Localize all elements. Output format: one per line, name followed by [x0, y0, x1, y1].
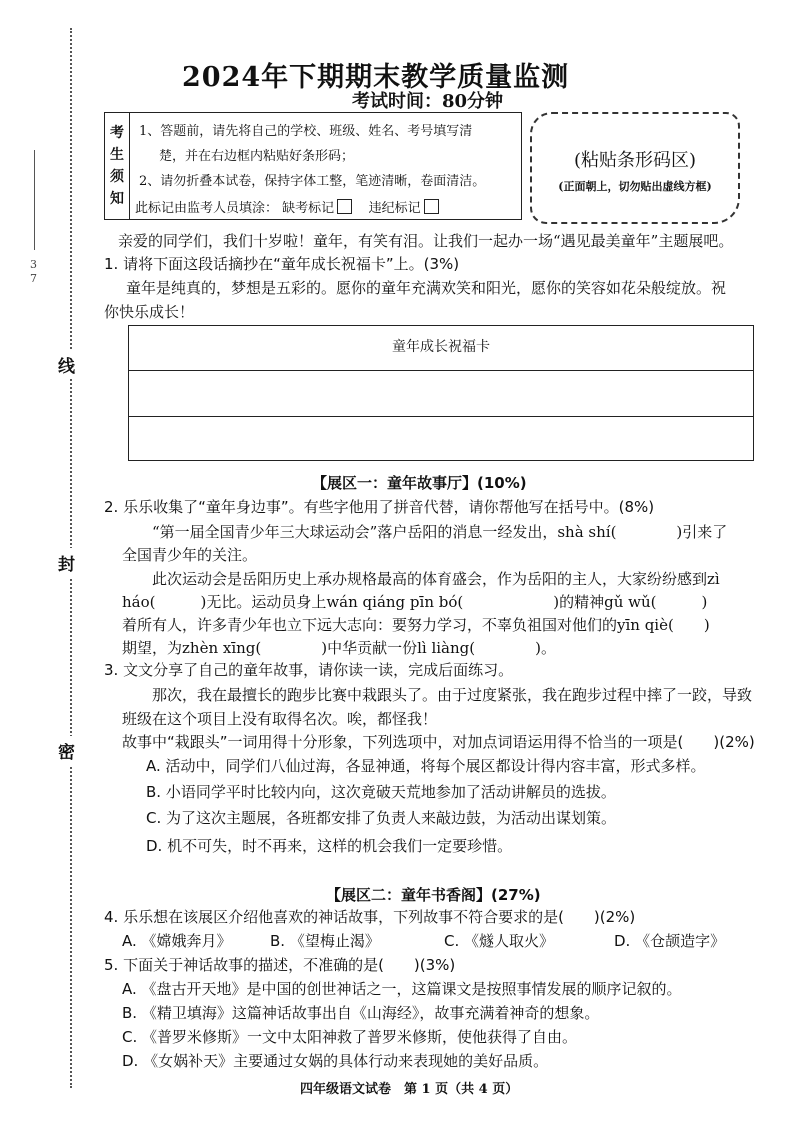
notice-heading-char: 须: [110, 169, 124, 185]
q3-option-a: A. 活动中，同学们八仙过海，各显神通，将每个展区都设计得内容丰富，形式多样。: [146, 757, 706, 775]
absent-checkbox[interactable]: [337, 199, 352, 214]
q5-option-d: D. 《女娲补天》主要通过女娲的具体行动来表现她的美好品质。: [122, 1052, 549, 1070]
mark-label: 此标记由监考人员填涂：: [135, 201, 279, 216]
margin-tick: 7: [30, 272, 37, 285]
notice-heading-char: 生: [110, 147, 124, 163]
q3-passage: 班级在这个项目上没有取得名次。唉，都怪我！: [122, 710, 438, 728]
barcode-label: (粘贴条形码区): [573, 150, 697, 171]
violation-label: 违纪标记: [368, 201, 421, 216]
q3-option-d: D. 机不可失，时不再来，这样的机会我们一定要珍惜。: [146, 837, 513, 855]
barcode-hint: (正面朝上，切勿贴出虚线方框): [558, 180, 712, 193]
q4-option-a: A. 《嫦娥奔月》: [122, 932, 232, 950]
q2-line: “第一届全国青少年三大球运动会”落户岳阳的消息一经发出，shà shí( )引来了: [152, 523, 728, 541]
q5-stem: 5. 下面关于神话故事的描述，不准确的是( )(3%): [104, 956, 456, 974]
margin-char-mi: 密: [58, 736, 75, 765]
section-title: 【展区二：童年书香阁】(27%): [326, 886, 541, 904]
q1-passage: 童年是纯真的，梦想是五彩的。愿你的童年充满欢笑和阳光，愿你的笑容如花朵般绽放。祝: [126, 279, 727, 297]
card-writing-line: [129, 370, 753, 371]
candidate-notice: [104, 112, 522, 220]
notice-heading-char: 知: [110, 191, 124, 207]
q4-stem: 4. 乐乐想在该展区介绍他喜欢的神话故事，下列故事不符合要求的是( )(2%): [104, 908, 636, 926]
q3-question: 故事中“栽跟头”一词用得十分形象，下列选项中，对加点词语运用得不恰当的一项是( )(2%): [122, 733, 755, 751]
page-footer: 四年级语文试卷 第 1 页（共 4 页）: [300, 1082, 519, 1097]
margin-char-xian: 线: [58, 350, 75, 379]
q4-option-c: C. 《燧人取火》: [444, 932, 555, 950]
q2-line: 此次运动会是岳阳历史上承办规格最高的体育盛会，作为岳阳的主人，大家纷纷感到zì: [152, 570, 720, 588]
notice-heading: [105, 113, 130, 219]
card-writing-line: [129, 416, 753, 417]
notice-item: 楚，并在右边框内粘贴好条形码；: [159, 149, 355, 164]
q2-stem: 2. 乐乐收集了“童年身边事”。有些字他用了拼音代替，请你帮他写在括号中。(8%): [104, 498, 655, 516]
absent-label: 缺考标记: [282, 201, 335, 216]
q2-line: 全国青少年的关注。: [122, 546, 258, 564]
q4-option-d: D. 《仓颉造字》: [614, 932, 726, 950]
margin-rule: [34, 150, 35, 250]
q3-option-b: B. 小语同学平时比较内向，这次竟破天荒地参加了活动讲解员的选拔。: [146, 783, 616, 801]
notice-heading-char: 考: [110, 125, 124, 141]
q5-option-a: A. 《盘古开天地》是中国的创世神话之一，这篇课文是按照事情发展的顺序记叙的。: [122, 980, 682, 998]
q2-line: háo( )无比。运动员身上wán qiáng pīn bó( )的精神gǔ wǔ( ): [122, 593, 708, 611]
margin-tick: 3: [30, 258, 37, 271]
section-title: 【展区一：童年故事厅】(10%): [312, 474, 527, 492]
notice-item: 2、请勿折叠本试卷，保持字体工整，笔迹清晰，卷面清洁。: [139, 174, 486, 189]
q4-option-b: B. 《望梅止渴》: [270, 932, 380, 950]
q3-option-c: C. 为了这次主题展，各班都安排了负责人来敲边鼓，为活动出谋划策。: [146, 809, 617, 827]
intro-text: 亲爱的同学们，我们十岁啦！童年，有笑有泪。让我们一起办一场“遇见最美童年”主题展吧。: [118, 232, 734, 250]
q1-passage: 你快乐成长！: [104, 303, 195, 321]
q2-line: 着所有人，许多青少年也立下远大志向：要努力学习，不辜负祖国对他们的yīn qiè( ): [122, 616, 710, 634]
violation-checkbox[interactable]: [424, 199, 439, 214]
card-title: 童年成长祝福卡: [392, 339, 490, 355]
blessing-card[interactable]: [128, 325, 754, 461]
barcode-area[interactable]: [530, 112, 740, 224]
q2-line: 期望，为zhèn xīng( )中华贡献一份lì liàng( )。: [122, 639, 556, 657]
page-title: 2024年下期期末教学质量监测: [182, 62, 570, 93]
q1-stem: 1. 请将下面这段话摘抄在“童年成长祝福卡”上。(3%): [104, 255, 460, 273]
proctor-marks: [135, 197, 519, 216]
notice-item: 1、答题前，请先将自己的学校、班级、姓名、考号填写清: [139, 124, 473, 139]
q5-option-b: B. 《精卫填海》这篇神话故事出自《山海经》，故事充满着神奇的想象。: [122, 1004, 600, 1022]
q3-passage: 那次，我在最擅长的跑步比赛中栽跟头了。由于过度紧张，我在跑步过程中摔了一跤，导致: [152, 686, 753, 704]
notice-items: [139, 119, 517, 194]
exam-time: 考试时间：80分钟: [352, 91, 504, 112]
q3-stem: 3. 文文分享了自己的童年故事，请你读一读，完成后面练习。: [104, 661, 514, 679]
margin-char-feng: 封: [58, 548, 75, 577]
q5-option-c: C. 《普罗米修斯》一文中太阳神救了普罗米修斯，使他获得了自由。: [122, 1028, 578, 1046]
